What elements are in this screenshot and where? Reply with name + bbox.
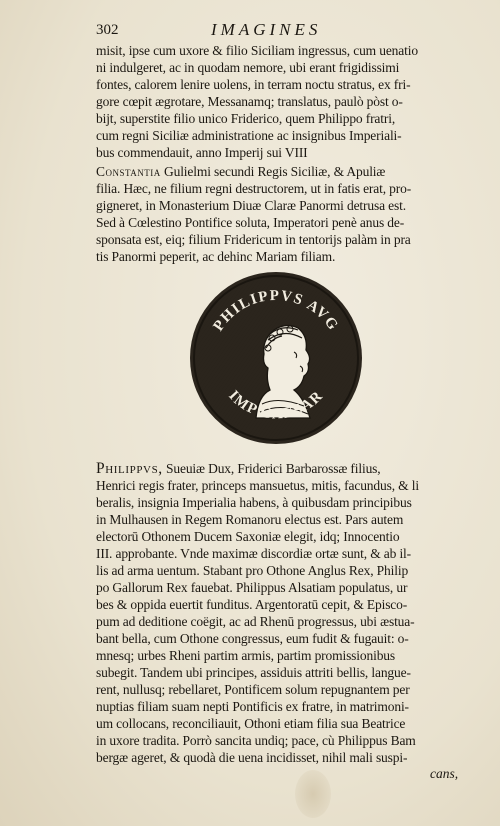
- text-line: tis Panormi peperit, ac dehinc Mariam filiam.: [96, 249, 336, 264]
- text-line: bergæ ageret, & quodà die uena incidisset, nihil mali suspi-: [96, 750, 408, 765]
- page-header: [96, 20, 476, 42]
- medallion-svg: [186, 268, 366, 448]
- text-line: gore cœpit ægrotare, Messanamq; translatus, paulò pòst o-: [96, 94, 403, 109]
- text-line: [96, 460, 470, 477]
- text-line: gigneret, in Monasterium Diuæ Claræ Panormi detrusa est.: [96, 198, 406, 213]
- text-line: sponsata est, eiq; filium Fridericum in tentorijs palàm in pra: [96, 232, 411, 247]
- page-number: 302: [96, 22, 119, 38]
- entry-lead-name: Constantia: [96, 164, 161, 179]
- text-line: bes & oppida euertit funditus. Argentoratū cepit, & Episco-: [96, 597, 408, 612]
- text-line: beralis, insignia Imperialia habens, à quibusdam principibus: [96, 495, 412, 510]
- text-line: cum regni Siciliæ administratione ac insignibus Imperiali-: [96, 128, 402, 143]
- text-line: ni indulgeret, ac in quodam nemore, ubi erant frigidissimi: [96, 60, 400, 75]
- text-line: Henrici regis frater, princeps mansuetus, mitis, facundus, & li: [96, 478, 419, 493]
- text-line: fontes, calorem lenire uolens, in terram noctu stratus, ex fri-: [96, 77, 411, 92]
- text-line: po Gallorum Rex fauebat. Philippus Alsatiam populatus, ur: [96, 580, 408, 595]
- catchword: cans,: [430, 766, 459, 781]
- text-line: pum ad deditione coëgit, ac ad Rhenū progressus, ubi æstua-: [96, 614, 415, 629]
- text-line: nuptias filiam suam nepti Pontificis ex fratre, in matrimoni-: [96, 699, 409, 714]
- medallion-inscription-bottom: IMP CAESAR: [225, 387, 327, 423]
- text-line: mnesq; urbes Rheni partim armis, partim promissionibus: [96, 648, 395, 663]
- running-title: IMAGINES: [211, 20, 322, 39]
- text-line: Sed à Cœlestino Pontifice soluta, Imperatori penè anus de-: [96, 215, 405, 230]
- text-line: misit, ipse cum uxore & filio Siciliam ingressus, cum uenatio: [96, 43, 418, 58]
- text-line: bus commendauit, anno Imperij sui VIII: [96, 145, 308, 160]
- text-line: [96, 163, 470, 180]
- text-span: Gulielmi secundi Regis Siciliæ, & Apuliæ: [160, 164, 386, 179]
- entry-lead-name: Philippvs,: [96, 460, 163, 477]
- text-line: subegit. Tandem ubi principes, assiduis attriti bellis, langue-: [96, 665, 411, 680]
- text-line: electorū Othonem Ducem Saxoniæ elegit, idq; Innocentio: [96, 529, 400, 544]
- text-line: rent, nullusq; rebellaret, Pontificem solum repugnantem per: [96, 682, 410, 697]
- portrait-medallion: [186, 268, 366, 448]
- text-line: um collocans, reconciliauit, Othoni etiam filia sua Beatrice: [96, 716, 406, 731]
- paper-stain: [295, 770, 331, 818]
- text-line: bant bella, cum Othone congressus, eum fudit & fugauit: o-: [96, 631, 409, 646]
- text-line: in uxore tradita. Porrò sancita undiq; pace, cù Philippus Bam: [96, 733, 416, 748]
- text-line: bijt, superstite filio unico Friderico, quem Philippo fratri,: [96, 111, 396, 126]
- text-line: in Mulhausen in Regem Romanoru electus est. Pars autem: [96, 512, 404, 527]
- text-line: lis ad arma uentum. Stabant pro Othone Anglus Rex, Philip: [96, 563, 409, 578]
- medallion-inscription-top: PHILIPPVS AVG: [210, 287, 342, 335]
- text-line: III. approbante. Vnde maximæ discordiæ ortæ sunt, & ab il-: [96, 546, 411, 561]
- text-line: filia. Hæc, ne filium regni destructorem, ut in fatis erat, pro-: [96, 181, 412, 196]
- text-span: Sueuiæ Dux, Friderici Barbarossæ filius,: [162, 461, 381, 476]
